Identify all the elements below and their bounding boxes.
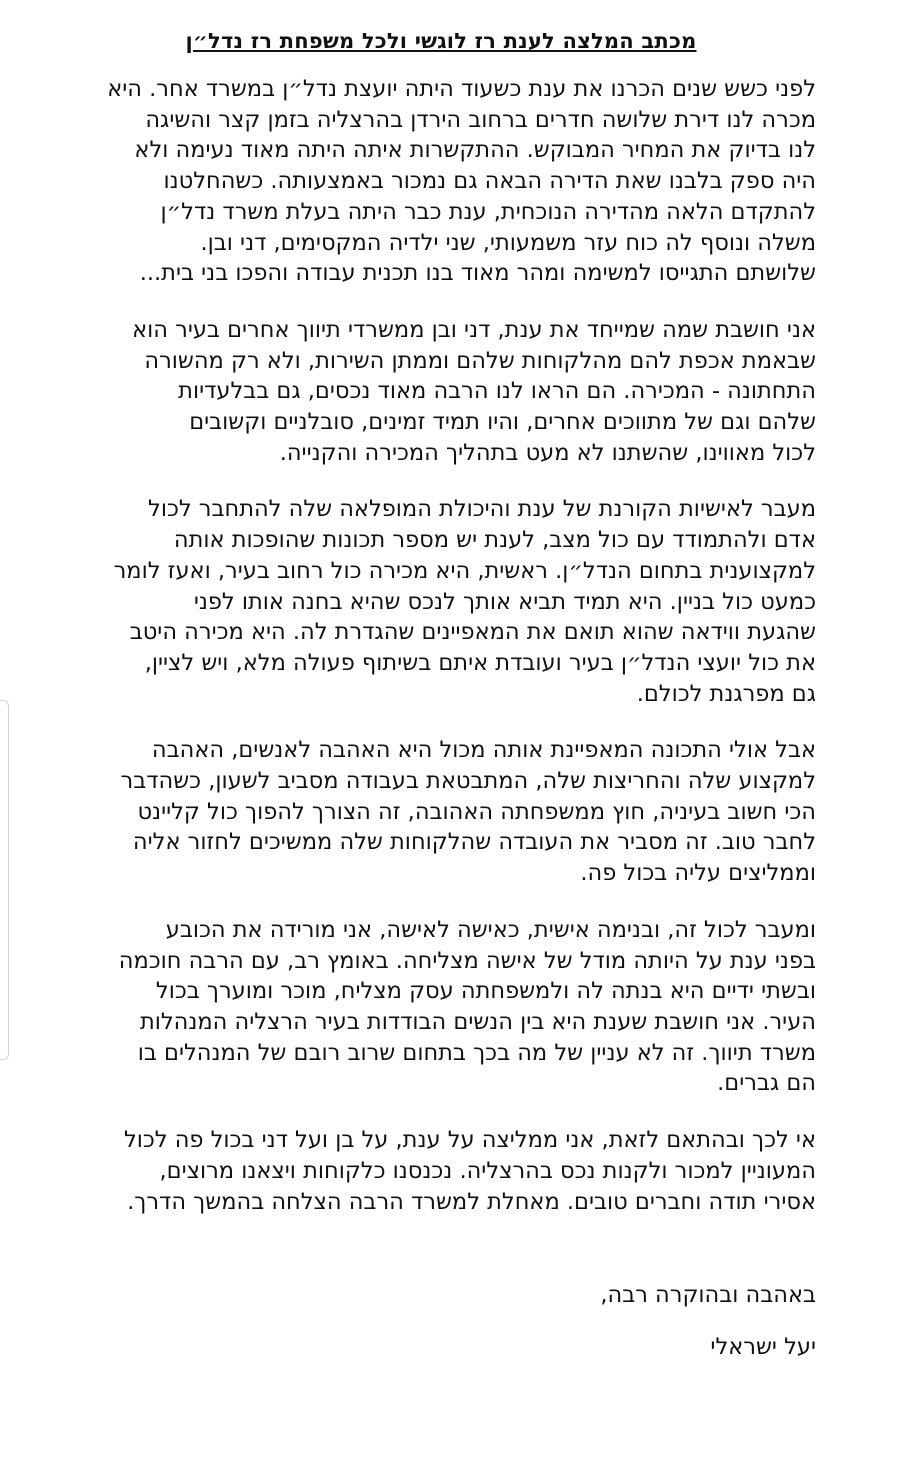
text-line: לחבר טוב. זה מסביר את העובדה שהלקוחות שלה ממשיכים לחזור אליה <box>132 829 816 856</box>
text-line: לכול מאווינו, שהשתנו לא מעט בתהליך המכירה והקנייה. <box>279 439 816 466</box>
paragraph-5 <box>66 915 816 1099</box>
text-line: ומעבר לכול זה, ובנימה אישית, כאישה לאישה, אני מורידה את הכובע <box>165 916 816 943</box>
text-line: משרד תיווך. זה לא עניין של מה בכך בתחום שרוב רובם של המנהלים בו <box>137 1039 816 1066</box>
text-line: שבאמת אכפת להם מהלקוחות שלהם וממתן השירות, ולא רק מהשורה <box>144 347 816 374</box>
text-line: אסירי תודה וחברים טובים. מאחלת למשרד הרבה הצלחה בהמשך הדרך. <box>127 1188 816 1215</box>
text-line: שהגעת ווידאה שהוא תואם את המאפיינים שהגדרת לה. היא מכירה היטב <box>129 619 816 646</box>
paragraph-3 <box>66 494 816 709</box>
text-line: למקצוענית בתחום הנדל״ן. ראשית, היא מכירה כול רחוב בעיר, ואעז לומר <box>113 557 816 584</box>
scroll-edge-handle[interactable] <box>0 700 9 1060</box>
text-line: שלהם וגם של מתווכים אחרים, והיו תמיד זמינים, סובלניים וקשובים <box>189 409 816 436</box>
text-line: היה ספק בלבנו שאת הדירה הבאה גם נמכור באמצעותה. כשהחלטנו <box>163 168 816 195</box>
letter-title: מכתב המלצה לענת רז לוגשי ולכל משפחת רז נדל״ן <box>185 29 697 53</box>
text-line: להתקדם הלאה מהדירה הנוכחית, ענת כבר היתה בעלת משרד נדל״ן <box>160 198 816 225</box>
text-line: המעוניין למכור ולקנות נכס בהרצליה. נכנסנו כלקוחות ויצאנו מרוצים, <box>159 1157 816 1184</box>
text-line: לפני כשש שנים הכרנו את ענת כשעוד היתה יועצת נדל״ן במשרד אחר. היא <box>107 76 816 102</box>
text-line: הם גברים. <box>717 1070 816 1097</box>
text-line: למקצוע שלה והחריצות שלה, המתבטאת בעבודה מסביב לשעון, כשהדבר <box>120 768 816 795</box>
paragraph-2 <box>66 315 816 469</box>
signature-name: יעל ישראלי <box>710 1334 816 1361</box>
text-line: מעבר לאישיות הקורנת של ענת והיכולת המופלאה שלה להתחבר לכול <box>148 496 816 523</box>
text-line: אני חושבת שמה שמייחד את ענת, דני ובן ממשרדי תיווך אחרים בעיר הוא <box>132 316 816 343</box>
text-line: הכי חשוב בעיניה, חוץ ממשפחתה האהובה, זה הצורך להפוך כול קליינט <box>137 798 816 825</box>
recommendation-letter <box>66 26 816 1362</box>
text-line: שלושתם התגייסו למשימה ומהר מאוד בנו תכנית עבודה והפכו בני בית... <box>139 260 816 287</box>
text-line: מכרה לנו דירת שלושה חדרים ברחוב הירדן בהרצליה בזמן קצר והשיגה <box>145 106 816 133</box>
text-line: גם מפרגנת לכולם. <box>636 680 816 707</box>
paragraph-4 <box>66 735 816 889</box>
text-line: בפני ענת על היותה מודל של אישה מצליחה. באומץ רב, עם הרבה חוכמה <box>118 947 816 974</box>
text-line: ובשתי ידיים היא בנתה לה ולמשפחתה עסק מצליח, מוכר ומוערך בכול <box>155 978 816 1005</box>
text-line: אבל אולי התכונה המאפיינת אותה מכול היא האהבה לאנשים, האהבה <box>151 737 816 764</box>
text-line: העיר. אני חושבת שענת היא בין הנשים הבודדות בעיר הרצליה המנהלות <box>139 1008 816 1035</box>
text-line: את כול יועצי הנדל״ן בעיר ועובדת איתם בשיתוף פעולה מלא, ויש לציין, <box>144 649 816 676</box>
paragraph-1 <box>66 74 816 289</box>
paragraph-6 <box>66 1125 816 1217</box>
text-line: אי לכך ובהתאם לזאת, אני ממליצה על ענת, על בן ועל דני בכול פה לכול <box>123 1127 816 1154</box>
text-line: וממליצים עליה בכול פה. <box>580 860 816 887</box>
closing-line: באהבה ובהוקרה רבה, <box>600 1282 816 1309</box>
text-line: כמעט כול בניין. היא תמיד תביא אותך לנכס שהיא בחנה אותו לפני <box>193 588 816 615</box>
text-line: לנו בדיוק את המחיר המבוקש. ההתקשרות איתה היתה מאוד נעימה ולא <box>134 137 816 164</box>
text-line: אדם ולהתמודד עם כול מצב, לענת יש מספר תכונות שהופכות אותה <box>173 527 816 554</box>
text-line: התחתונה - המכירה. הם הראו לנו הרבה מאוד נכסים, גם בבלעדיות <box>178 378 816 405</box>
text-line: משלה ונוסף לה כוח עזר משמעותי, שני ילדיה המקסימים, דני ובן. <box>200 229 816 256</box>
